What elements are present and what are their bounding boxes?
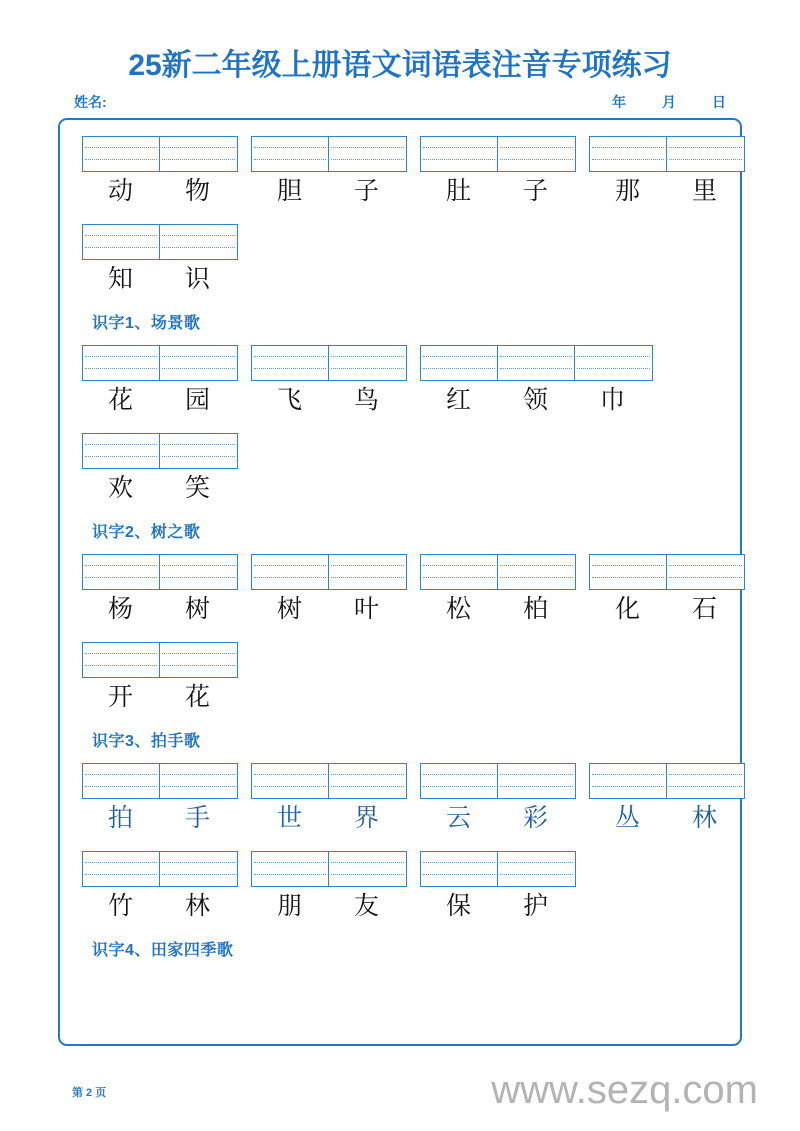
pinyin-cell[interactable]: [160, 555, 237, 589]
hanzi-character: 花: [184, 682, 210, 711]
page-title: 25新二年级上册语文词语表注音专项练习: [128, 49, 672, 82]
date-fields: [612, 92, 726, 112]
pinyin-answer-box[interactable]: [251, 763, 407, 799]
page-number: 第 2 页: [72, 1087, 107, 1099]
word-group: [420, 345, 653, 417]
hanzi-character: 红: [445, 385, 471, 414]
hanzi-row: [420, 383, 653, 417]
section-heading: 识字3、拍手歌: [92, 733, 201, 750]
hanzi-character: 友: [353, 891, 379, 920]
hanzi-character: 石: [691, 594, 717, 623]
hanzi-row: [82, 471, 238, 505]
word-row: [82, 433, 722, 505]
pinyin-cell[interactable]: [421, 852, 498, 886]
row-spacer: [82, 211, 722, 224]
hanzi-character: 丛: [614, 803, 640, 832]
pinyin-cell[interactable]: [83, 852, 160, 886]
word-group: [82, 136, 238, 208]
pinyin-answer-box[interactable]: [251, 851, 407, 887]
pinyin-cell[interactable]: [421, 555, 498, 589]
date-day-label: 日: [712, 94, 726, 110]
hanzi-character: 护: [522, 891, 548, 920]
hanzi-row: [420, 889, 576, 923]
pinyin-cell[interactable]: [575, 346, 652, 380]
hanzi-row: [251, 801, 407, 835]
word-row: [82, 851, 722, 923]
pinyin-cell[interactable]: [160, 225, 237, 259]
hanzi-character: 花: [107, 385, 133, 414]
section-heading: 识字2、树之歌: [92, 524, 201, 541]
hanzi-row: [420, 592, 576, 626]
row-spacer: [82, 420, 722, 433]
hanzi-character: 巾: [599, 385, 625, 414]
pinyin-answer-box[interactable]: [420, 136, 576, 172]
word-group: [589, 136, 745, 208]
pinyin-cell[interactable]: [83, 346, 160, 380]
pinyin-answer-box[interactable]: [82, 433, 238, 469]
word-group: [82, 763, 238, 835]
pinyin-answer-box[interactable]: [420, 851, 576, 887]
word-group: [82, 642, 238, 714]
hanzi-row: [82, 889, 238, 923]
word-row: [82, 554, 722, 626]
date-year-label: 年: [612, 94, 626, 110]
pinyin-answer-box[interactable]: [82, 851, 238, 887]
pinyin-cell[interactable]: [252, 555, 329, 589]
word-group: [589, 763, 745, 835]
hanzi-row: [82, 383, 238, 417]
pinyin-cell[interactable]: [252, 852, 329, 886]
hanzi-character: 子: [353, 176, 379, 205]
word-row: [82, 136, 722, 208]
pinyin-answer-box[interactable]: [420, 554, 576, 590]
hanzi-row: [420, 801, 576, 835]
pinyin-cell[interactable]: [160, 764, 237, 798]
hanzi-row: [82, 174, 238, 208]
hanzi-row: [589, 592, 745, 626]
hanzi-character: 开: [107, 682, 133, 711]
date-month-label: 月: [662, 94, 676, 110]
pinyin-cell[interactable]: [421, 137, 498, 171]
hanzi-row: [420, 174, 576, 208]
word-group: [420, 851, 576, 923]
word-group: [420, 554, 576, 626]
word-group: [82, 345, 238, 417]
pinyin-cell[interactable]: [252, 137, 329, 171]
pinyin-answer-box[interactable]: [420, 345, 653, 381]
pinyin-cell[interactable]: [498, 137, 575, 171]
pinyin-cell[interactable]: [160, 137, 237, 171]
word-group: [589, 554, 745, 626]
hanzi-character: 树: [276, 594, 302, 623]
word-row: [82, 642, 722, 714]
hanzi-character: 云: [445, 803, 471, 832]
word-group: [82, 433, 238, 505]
hanzi-character: 飞: [276, 385, 302, 414]
pinyin-cell[interactable]: [83, 434, 160, 468]
hanzi-character: 物: [184, 176, 210, 205]
hanzi-character: 园: [184, 385, 210, 414]
hanzi-row: [82, 262, 238, 296]
hanzi-character: 鸟: [353, 385, 379, 414]
pinyin-cell[interactable]: [160, 852, 237, 886]
pinyin-answer-box[interactable]: [82, 136, 238, 172]
hanzi-character: 林: [691, 803, 717, 832]
pinyin-cell[interactable]: [83, 137, 160, 171]
hanzi-character: 肚: [445, 176, 471, 205]
pinyin-cell[interactable]: [498, 346, 575, 380]
pinyin-cell[interactable]: [590, 137, 667, 171]
pinyin-cell[interactable]: [590, 555, 667, 589]
hanzi-character: 里: [691, 176, 717, 205]
pinyin-cell[interactable]: [160, 643, 237, 677]
pinyin-cell[interactable]: [160, 434, 237, 468]
word-group: [251, 136, 407, 208]
word-row: [82, 224, 722, 296]
word-group: [251, 763, 407, 835]
section-heading: 识字1、场景歌: [92, 315, 201, 332]
word-group: [420, 136, 576, 208]
hanzi-row: [82, 801, 238, 835]
pinyin-cell[interactable]: [498, 764, 575, 798]
hanzi-character: 保: [445, 891, 471, 920]
worksheet-content: [82, 136, 722, 972]
hanzi-character: 柏: [522, 594, 548, 623]
hanzi-character: 叶: [353, 594, 379, 623]
pinyin-answer-box[interactable]: [82, 345, 238, 381]
pinyin-answer-box[interactable]: [82, 554, 238, 590]
hanzi-character: 领: [522, 385, 548, 414]
pinyin-cell[interactable]: [498, 852, 575, 886]
pinyin-answer-box[interactable]: [589, 136, 745, 172]
pinyin-cell[interactable]: [252, 764, 329, 798]
hanzi-row: [251, 174, 407, 208]
pinyin-cell[interactable]: [329, 764, 406, 798]
hanzi-character: 子: [522, 176, 548, 205]
pinyin-answer-box[interactable]: [82, 642, 238, 678]
hanzi-character: 界: [353, 803, 379, 832]
hanzi-character: 那: [614, 176, 640, 205]
hanzi-row: [589, 801, 745, 835]
word-group: [82, 554, 238, 626]
word-row: [82, 345, 722, 417]
pinyin-cell[interactable]: [667, 764, 744, 798]
pinyin-answer-box[interactable]: [251, 345, 407, 381]
hanzi-character: 竹: [107, 891, 133, 920]
hanzi-row: [589, 174, 745, 208]
pinyin-answer-box[interactable]: [251, 554, 407, 590]
hanzi-row: [82, 592, 238, 626]
pinyin-cell[interactable]: [590, 764, 667, 798]
row-spacer: [82, 629, 722, 642]
pinyin-cell[interactable]: [83, 643, 160, 677]
pinyin-answer-box[interactable]: [82, 224, 238, 260]
worksheet-frame: [58, 118, 742, 1046]
pinyin-answer-box[interactable]: [589, 554, 745, 590]
pinyin-cell[interactable]: [329, 852, 406, 886]
row-spacer: [82, 838, 722, 851]
hanzi-character: 杨: [107, 594, 133, 623]
pinyin-answer-box[interactable]: [420, 763, 576, 799]
hanzi-character: 手: [184, 803, 210, 832]
hanzi-character: 朋: [276, 891, 302, 920]
pinyin-cell[interactable]: [252, 346, 329, 380]
pinyin-cell[interactable]: [667, 555, 744, 589]
name-label: 姓名:: [74, 94, 107, 110]
pinyin-cell[interactable]: [160, 346, 237, 380]
pinyin-cell[interactable]: [83, 764, 160, 798]
hanzi-character: 胆: [276, 176, 302, 205]
hanzi-character: 拍: [107, 803, 133, 832]
pinyin-answer-box[interactable]: [589, 763, 745, 799]
word-row: [82, 763, 722, 835]
watermark: www.sezq.com: [491, 1068, 758, 1112]
pinyin-cell[interactable]: [421, 764, 498, 798]
student-meta-row: [74, 92, 726, 112]
pinyin-cell[interactable]: [329, 555, 406, 589]
pinyin-cell[interactable]: [667, 137, 744, 171]
hanzi-character: 树: [184, 594, 210, 623]
hanzi-row: [82, 680, 238, 714]
hanzi-character: 识: [184, 264, 210, 293]
pinyin-cell[interactable]: [329, 346, 406, 380]
hanzi-character: 化: [614, 594, 640, 623]
pinyin-answer-box[interactable]: [82, 763, 238, 799]
hanzi-row: [251, 889, 407, 923]
hanzi-row: [251, 383, 407, 417]
hanzi-character: 彩: [522, 803, 548, 832]
pinyin-answer-box[interactable]: [251, 136, 407, 172]
word-group: [82, 851, 238, 923]
word-group: [420, 763, 576, 835]
pinyin-cell[interactable]: [498, 555, 575, 589]
hanzi-row: [251, 592, 407, 626]
hanzi-character: 林: [184, 891, 210, 920]
word-group: [251, 554, 407, 626]
pinyin-cell[interactable]: [329, 137, 406, 171]
word-group: [251, 345, 407, 417]
hanzi-character: 世: [276, 803, 302, 832]
hanzi-character: 松: [445, 594, 471, 623]
pinyin-cell[interactable]: [83, 555, 160, 589]
hanzi-character: 知: [107, 264, 133, 293]
pinyin-cell[interactable]: [83, 225, 160, 259]
pinyin-cell[interactable]: [421, 346, 498, 380]
hanzi-character: 动: [107, 176, 133, 205]
hanzi-character: 笑: [184, 473, 210, 502]
word-group: [82, 224, 238, 296]
hanzi-character: 欢: [107, 473, 133, 502]
section-heading: 识字4、田家四季歌: [92, 942, 234, 959]
word-group: [251, 851, 407, 923]
